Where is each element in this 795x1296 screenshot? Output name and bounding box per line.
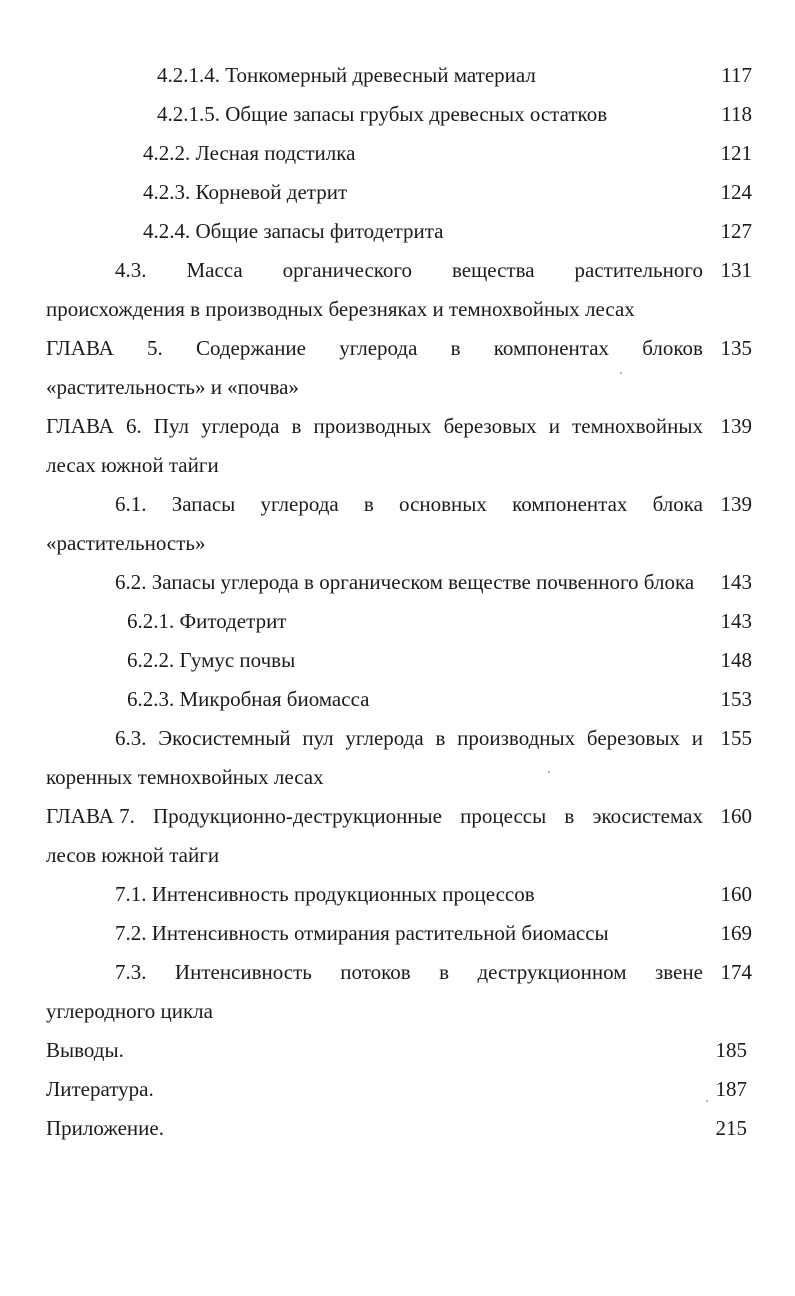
toc-word: и xyxy=(548,414,560,438)
toc-entry-chapter-5 xyxy=(46,329,703,368)
toc-entry-6-1 xyxy=(115,485,703,524)
toc-page-number: 139 xyxy=(720,492,752,516)
toc-word: Интенсивность xyxy=(174,960,312,984)
toc-page-number: 169 xyxy=(720,921,752,945)
toc-word: березовых xyxy=(443,414,537,438)
toc-entry-6-2-1: 6.2.1. Фитодетрит xyxy=(127,609,287,633)
toc-entry-4-2-4: 4.2.4. Общие запасы фитодетрита xyxy=(143,219,444,243)
toc-word: в xyxy=(564,804,575,828)
toc-word: основных xyxy=(399,492,487,516)
toc-word: в xyxy=(363,492,374,516)
toc-entry-4-2-2: 4.2.2. Лесная подстилка xyxy=(143,141,356,165)
toc-entry-6-2-3: 6.2.3. Микробная биомасса xyxy=(127,687,370,711)
toc-entry-continuation: лесов южной тайги xyxy=(46,843,220,867)
toc-page-number: 143 xyxy=(720,609,752,633)
toc-page-number: 143 xyxy=(720,570,752,594)
toc-page-number: 124 xyxy=(720,180,752,204)
toc-word: компонентах xyxy=(512,492,628,516)
toc-word: Масса xyxy=(186,258,243,282)
toc-page-number: 135 xyxy=(720,336,752,360)
toc-entry-references: Литература. xyxy=(46,1077,154,1101)
toc-word: темнохвойных xyxy=(572,414,703,438)
toc-word: компонентах xyxy=(493,336,610,360)
toc-entry-6-2-2: 6.2.2. Гумус почвы xyxy=(127,648,296,672)
toc-word: Пул xyxy=(153,414,190,438)
toc-word: в xyxy=(435,726,446,750)
toc-entry-6-3 xyxy=(115,719,703,758)
toc-word: звене xyxy=(654,960,703,984)
toc-entry-7-1: 7.1. Интенсивность продукционных процессов xyxy=(115,882,535,906)
toc-word: блоков xyxy=(642,336,703,360)
toc-page-number: 148 xyxy=(720,648,752,672)
toc-word: в xyxy=(439,960,450,984)
toc-entry-4-3 xyxy=(115,251,703,290)
toc-word: 4.3. xyxy=(115,258,147,282)
toc-word: Запасы xyxy=(171,492,236,516)
toc-word: 5. xyxy=(147,336,163,360)
toc-page-number: 117 xyxy=(721,63,752,87)
toc-page-number: 187 xyxy=(715,1077,747,1101)
toc-page-number: 185 xyxy=(715,1038,747,1062)
toc-entry-4-2-1-4: 4.2.1.4. Тонкомерный древесный материал xyxy=(157,63,536,87)
toc-word: углерода xyxy=(260,492,339,516)
toc-page-number: 160 xyxy=(720,804,752,828)
toc-entry-7-3 xyxy=(115,953,703,992)
toc-word: ГЛАВА xyxy=(46,336,114,360)
toc-page-number: 118 xyxy=(721,102,752,126)
toc-page-number: 121 xyxy=(720,141,752,165)
toc-word: растительного xyxy=(574,258,703,282)
toc-word: и xyxy=(691,726,703,750)
toc-entry-continuation: «растительность» и «почва» xyxy=(46,375,299,399)
toc-word: 6. xyxy=(125,414,142,438)
toc-word: в xyxy=(450,336,461,360)
toc-entry-appendix: Приложение. xyxy=(46,1116,164,1140)
toc-word: углерода xyxy=(201,414,280,438)
toc-word: ГЛАВА 7. xyxy=(46,804,135,828)
toc-page-number: 174 xyxy=(720,960,752,984)
toc-page-number: 155 xyxy=(720,726,752,750)
toc-word: производных xyxy=(313,414,432,438)
toc-entry-continuation: лесах южной тайги xyxy=(46,453,219,477)
toc-page-number: 127 xyxy=(720,219,752,243)
toc-word: пул xyxy=(302,726,334,750)
toc-entry-chapter-6 xyxy=(46,407,703,446)
toc-word: процессы xyxy=(460,804,547,828)
toc-page-number: 215 xyxy=(715,1116,747,1140)
toc-entry-conclusions: Выводы. xyxy=(46,1038,124,1062)
toc-page-number: 153 xyxy=(720,687,752,711)
toc-word: экосистемах xyxy=(592,804,703,828)
toc-entry-continuation: углеродного цикла xyxy=(46,999,213,1023)
toc-entry-continuation: «растительность» xyxy=(46,531,206,555)
toc-word: в xyxy=(291,414,302,438)
toc-entry-4-2-3: 4.2.3. Корневой детрит xyxy=(143,180,348,204)
toc-word: березовых xyxy=(586,726,680,750)
toc-word: 7.3. xyxy=(115,960,147,984)
toc-page-number: 160 xyxy=(720,882,752,906)
scan-speck xyxy=(548,771,550,773)
toc-word: потоков xyxy=(340,960,411,984)
toc-entry-continuation: происхождения в производных березняках и темнохвойных лесах xyxy=(46,297,635,321)
toc-entry-continuation: коренных темнохвойных лесах xyxy=(46,765,324,789)
toc-word: углерода xyxy=(345,726,424,750)
toc-word: Экосистемный xyxy=(158,726,291,750)
toc-word: 6.1. xyxy=(115,492,147,516)
toc-word: органического xyxy=(282,258,412,282)
toc-word: производных xyxy=(457,726,576,750)
toc-word: Содержание xyxy=(195,336,306,360)
toc-page-number: 131 xyxy=(720,258,752,282)
toc-word: блока xyxy=(652,492,703,516)
scan-speck xyxy=(706,1100,708,1102)
toc-entry-7-2: 7.2. Интенсивность отмирания растительной биомассы xyxy=(115,921,609,945)
toc-word: Продукционно-деструкционные xyxy=(152,804,442,828)
toc-entry-6-2: 6.2. Запасы углерода в органическом веществе почвенного блока xyxy=(115,570,695,594)
toc-word: ГЛАВА xyxy=(46,414,114,438)
toc-word: вещества xyxy=(451,258,535,282)
toc-entry-chapter-7 xyxy=(46,797,703,836)
toc-entry-4-2-1-5: 4.2.1.5. Общие запасы грубых древесных остатков xyxy=(157,102,608,126)
toc-word: деструкционном xyxy=(477,960,627,984)
toc-word: углерода xyxy=(339,336,418,360)
toc-word: 6.3. xyxy=(115,726,147,750)
scan-speck xyxy=(620,372,622,374)
toc-page-number: 139 xyxy=(720,414,752,438)
